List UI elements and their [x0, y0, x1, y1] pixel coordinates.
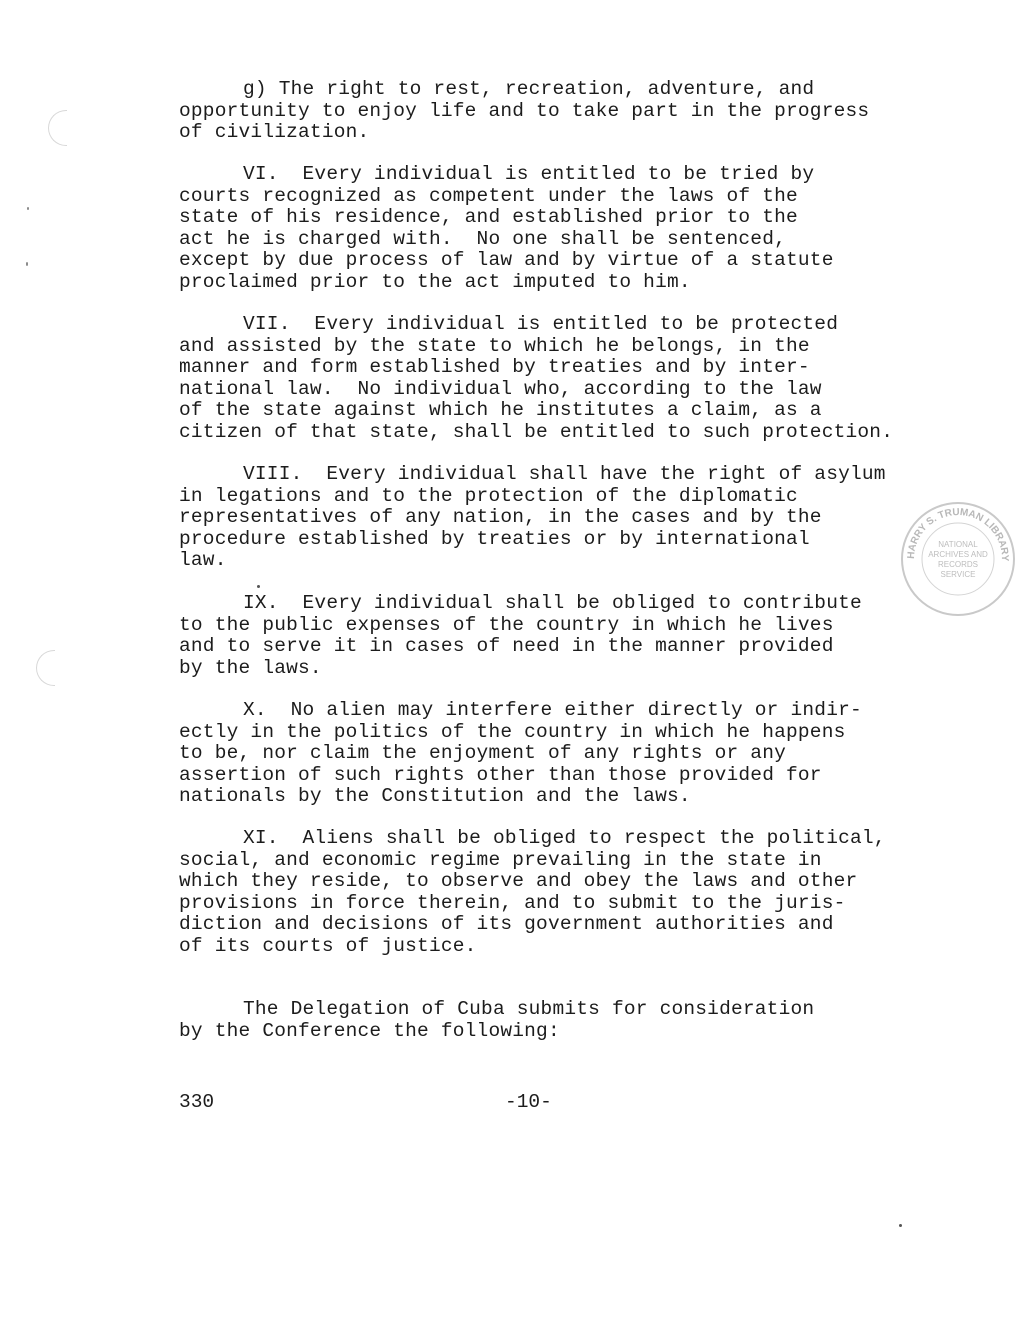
paragraph-article-x	[179, 700, 979, 808]
text-line: social, and economic regime prevailing in the state in	[179, 848, 822, 871]
paragraph-article-ix	[179, 593, 979, 679]
text-line: nationals by the Constitution and the laws.	[179, 785, 691, 808]
page-number: -10-	[505, 1091, 552, 1113]
text-line: national law. No individual who, according to the law	[179, 377, 822, 400]
text-line: ectly in the politics of the country in which he happens	[179, 720, 846, 743]
text-line: diction and decisions of its government authorities and	[179, 913, 834, 936]
text-line: and to serve it in cases of need in the manner provided	[179, 635, 834, 658]
paragraph-article-vi	[179, 164, 979, 294]
text-line: g) The right to rest, recreation, adventure, and	[243, 78, 815, 100]
text-line: state of his residence, and established prior to the	[179, 206, 798, 229]
text-line: to the public expenses of the country in which he lives	[179, 613, 834, 636]
stamp-line: RECORDS	[937, 560, 979, 569]
text-line: procedure established by treaties or by international	[179, 527, 810, 550]
text-line: which they reside, to observe and obey the laws and other	[179, 870, 858, 893]
document-number: 330	[179, 1091, 215, 1113]
speck-mark	[899, 1224, 902, 1227]
text-line: by the laws.	[179, 656, 322, 679]
paragraph-g	[179, 79, 979, 144]
archive-stamp	[896, 497, 1016, 617]
text-line: assertion of such rights other than those provided for	[179, 763, 822, 786]
text-line: except by due process of law and by virtue of a statute	[179, 249, 834, 272]
paragraph-closing	[179, 999, 979, 1042]
text-line: in legations and to the protection of the diplomatic	[179, 484, 798, 507]
speck-mark	[26, 262, 28, 266]
speck-mark	[257, 585, 260, 588]
text-line: IX. Every individual shall be obliged to contribute	[243, 592, 862, 614]
stamp-line: ARCHIVES AND	[928, 550, 988, 559]
text-line: proclaimed prior to the act imputed to him.	[179, 270, 691, 293]
text-line: courts recognized as competent under the laws of the	[179, 184, 798, 207]
text-line: representatives of any nation, in the cases and by the	[179, 506, 822, 529]
paragraph-article-xi	[179, 828, 979, 958]
stamp-line: NATIONAL	[938, 540, 978, 549]
text-line: opportunity to enjoy life and to take part in the progress	[179, 99, 870, 122]
text-line: by the Conference the following:	[179, 1019, 560, 1042]
text-line: VII. Every individual is entitled to be protected	[243, 313, 839, 335]
text-line: of the state against which he institutes a claim, as a	[179, 399, 822, 422]
text-line: provisions in force therein, and to submit to the juris-	[179, 891, 846, 914]
text-line: VI. Every individual is entitled to be tried by	[243, 163, 815, 185]
text-line: and assisted by the state to which he belongs, in the	[179, 334, 810, 357]
text-line: manner and form established by treaties and by inter-	[179, 356, 810, 379]
text-line: act he is charged with. No one shall be sentenced,	[179, 227, 786, 250]
text-line: VIII. Every individual shall have the right of asylum	[243, 463, 886, 485]
text-line: XI. Aliens shall be obliged to respect the political,	[243, 827, 886, 849]
paragraph-article-viii	[179, 464, 979, 572]
text-line: The Delegation of Cuba submits for consideration	[243, 998, 815, 1020]
text-line: law.	[179, 549, 227, 572]
punch-hole	[48, 110, 67, 146]
text-line: X. No alien may interfere either directly or indir-	[243, 699, 862, 721]
text-line: of its courts of justice.	[179, 934, 477, 957]
paragraph-article-vii	[179, 314, 979, 444]
speck-mark	[27, 207, 29, 210]
punch-hole	[36, 650, 55, 686]
text-line: citizen of that state, shall be entitled to such protection.	[179, 420, 894, 443]
text-line: to be, nor claim the enjoyment of any rights or any	[179, 742, 786, 765]
stamp-arc-text-path: HARRY S. TRUMAN LIBRARY	[905, 506, 1011, 562]
stamp-line: SERVICE	[940, 570, 976, 579]
text-line: of civilization.	[179, 121, 370, 144]
